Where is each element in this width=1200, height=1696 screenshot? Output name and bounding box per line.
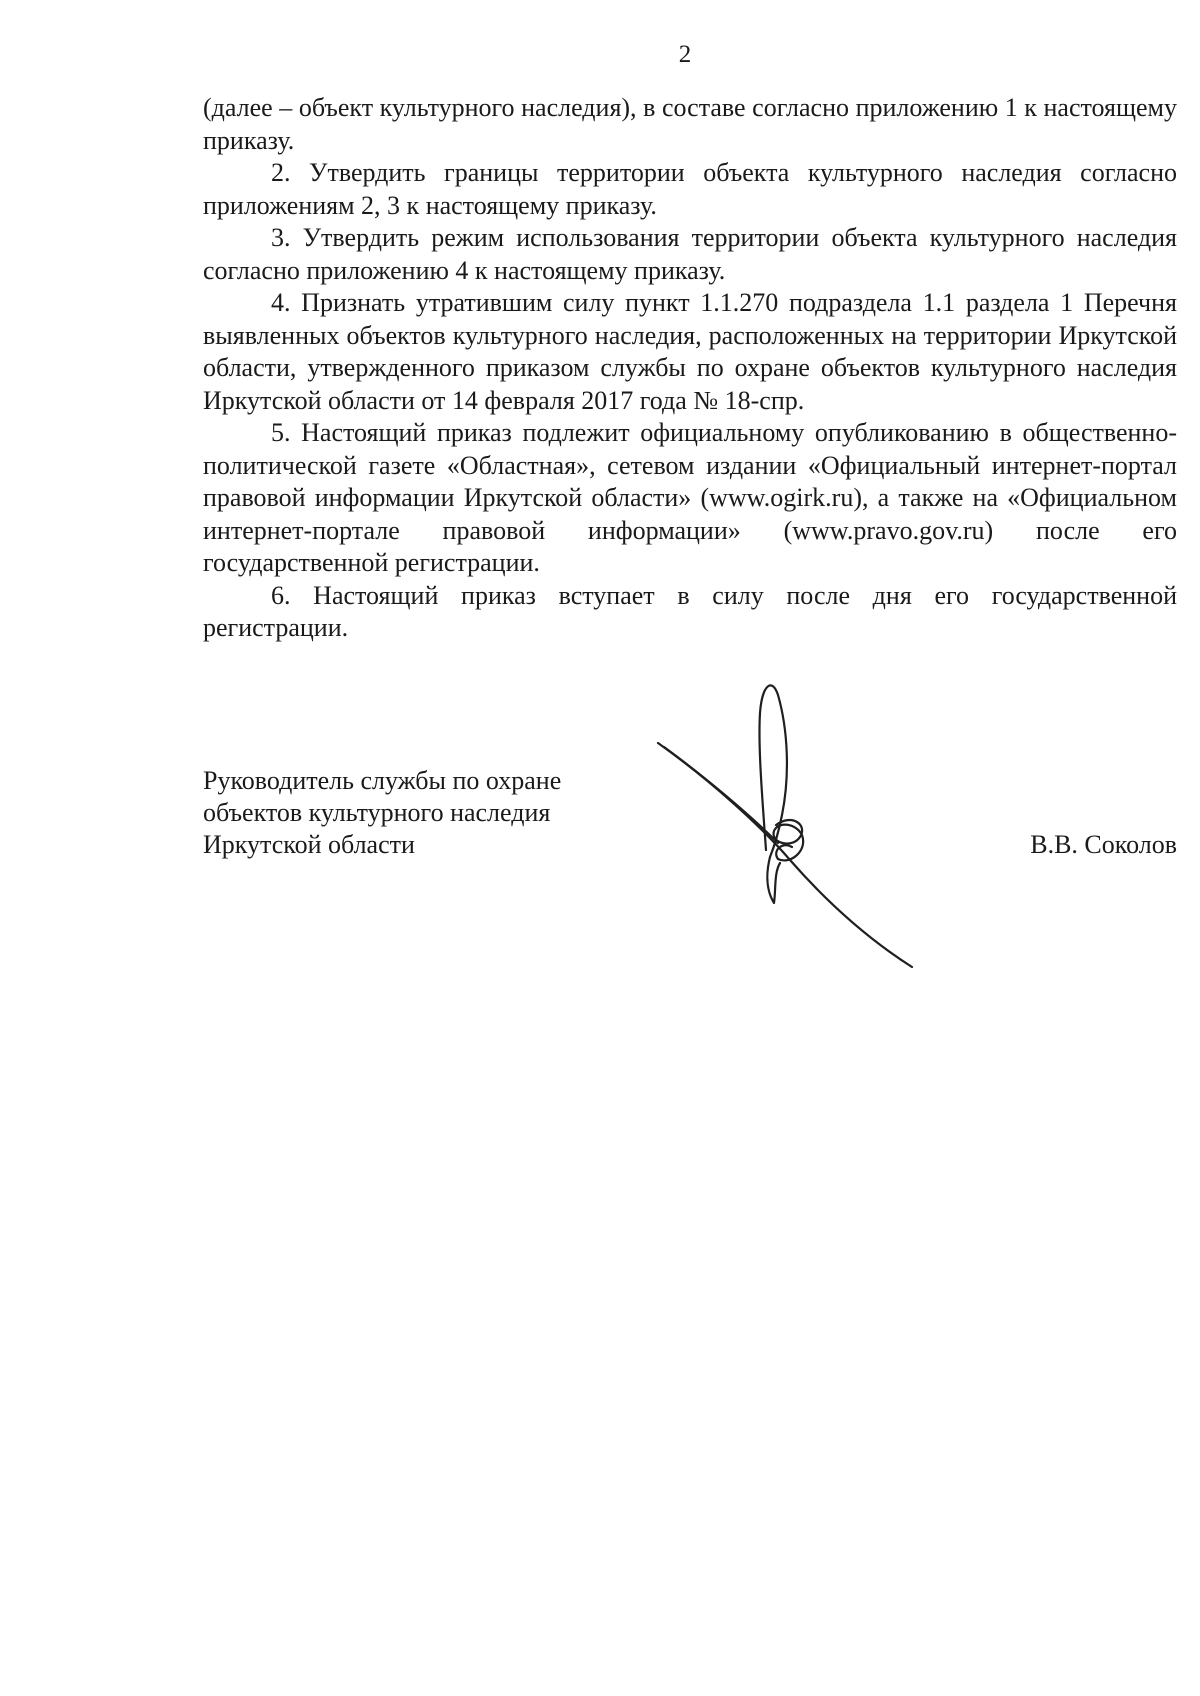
paragraph-item-6: 6. Настоящий приказ вступает в силу после дня его государственной регистрации. [203,580,1177,642]
paragraph-item-4: 4. Признать утратившим силу пункт 1.1.270 подраздела 1.1 раздела 1 Перечня выявленных объектов культурного наследия, расположенных на территории Иркутской области, утвержденного приказом службы по охране объектов культурного наследия Иркутской области от 14 февраля 2017 года № 18-спр. [203,288,1177,415]
signer-position [203,765,561,861]
signature-block [203,765,1177,875]
page-number: 2 [678,41,692,68]
paragraph-continuation: (далее – объект культурного наследия), в составе согласно приложению 1 к настоящему приказу. [203,93,1177,155]
document-body [203,92,1177,645]
signer-name: В.В. Соколов [1030,830,1177,859]
signer-position-line: Руководитель службы по охране [203,766,562,795]
signer-position-line: Иркутской области [203,830,415,859]
paragraph-item-2: 2. Утвердить границы территории объекта культурного наследия согласно приложениям 2, 3 к настоящему приказу. [203,158,1177,220]
paragraph-item-5: 5. Настоящий приказ подлежит официальному опубликованию в общественно-политической газете «Областная», сетевом издании «Официальный интернет-портал правовой информации Иркутской области» (www.ogirk.ru), а также на «Официальном интернет-портале правовой информации» (www.pravo.gov.ru) после его государственной регистрации. [203,418,1177,577]
paragraph-item-3: 3. Утвердить режим использования территории объекта культурного наследия согласно приложению 4 к настоящему приказу. [203,223,1177,285]
signer-position-line: объектов культурного наследия [203,798,551,827]
